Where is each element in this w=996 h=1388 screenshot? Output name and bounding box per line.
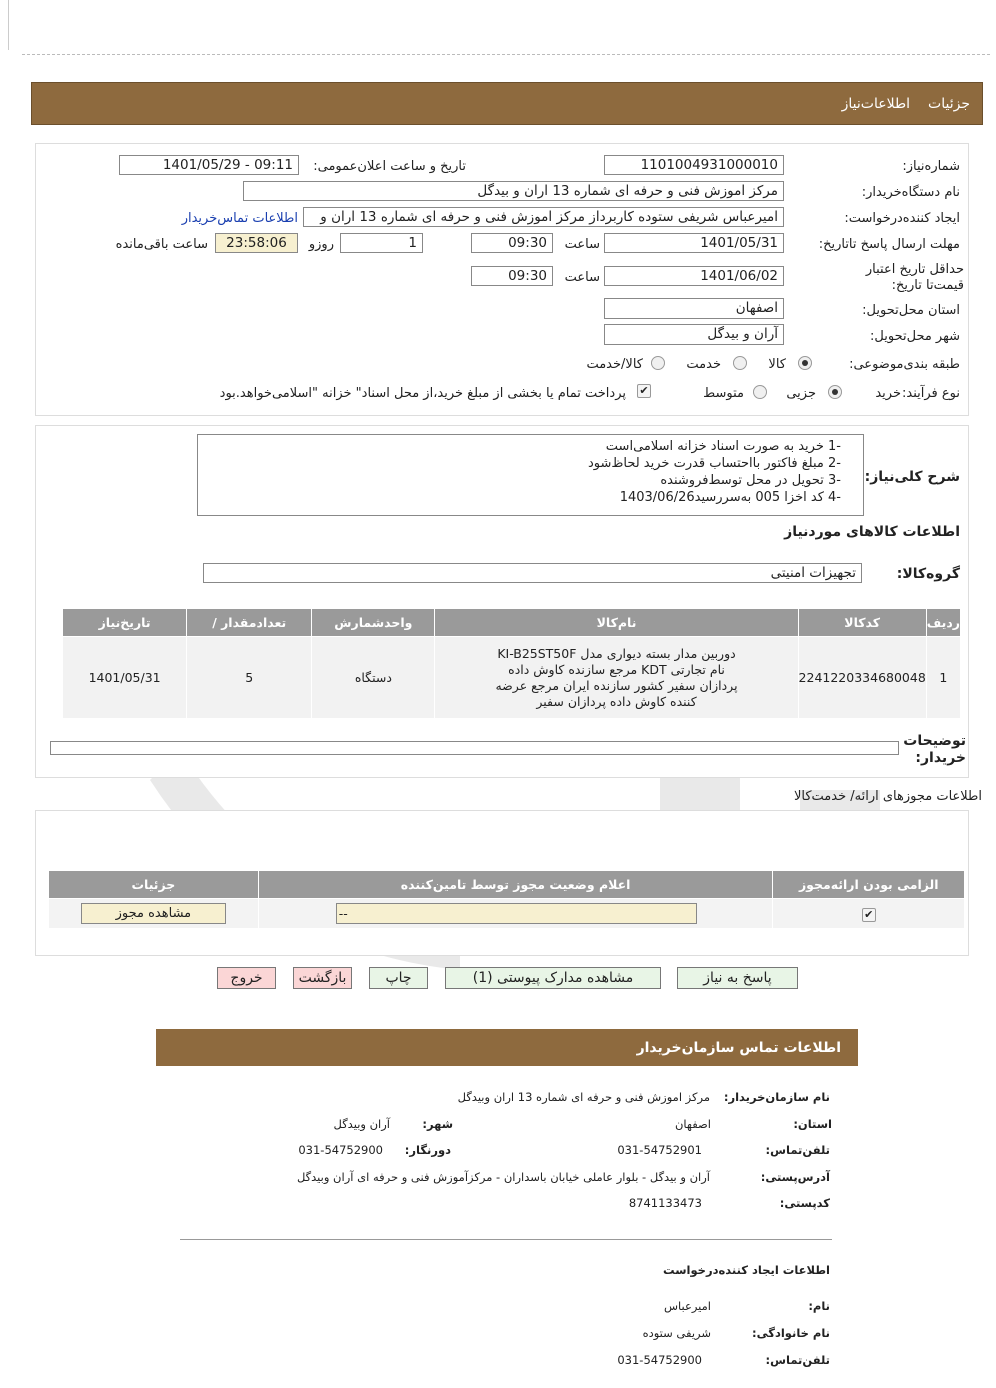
cell-date: 1401/05/31 <box>63 637 187 719</box>
summary-label: شرح کلی‌نیاز: <box>864 469 960 485</box>
validity-time-label: ساعت <box>564 270 600 285</box>
creator-label: ایجاد کننده‌درخواست: <box>844 211 960 226</box>
col-code: کدکالا <box>798 609 926 637</box>
category-both-label: کالا/خدمت <box>586 357 643 372</box>
buyer-org-field: مرکز اموزش فنی و حرفه ای شماره 13 اران و بیدگل <box>243 181 784 201</box>
summary-line-1: -1 خرید به صورت اسناد خزانه اسلامی‌است <box>605 439 841 454</box>
remaining-time: 23:58:06 <box>215 233 298 253</box>
process-buy-label: خرید <box>875 386 901 401</box>
left-divider <box>8 0 9 50</box>
days-field: 1 <box>340 233 423 253</box>
col-name: نام‌کالا <box>435 609 798 637</box>
contact-title: اطلاعات تماس سازمان‌خریدار <box>636 1040 841 1056</box>
col-permit-status: اعلام وضعیت مجوز توسط تامین‌کننده <box>258 871 773 899</box>
buyer-org-label: نام دستگاه‌خریدار: <box>861 185 960 200</box>
creator-info-title: اطلاعات ایجاد کننده‌درخواست <box>663 1263 830 1277</box>
remaining-label: ساعت باقی‌مانده <box>115 237 208 252</box>
summary-line-2: -2 مبلغ فاکتور بااحتساب قدرت خرید لحاظ‌شود <box>587 456 841 471</box>
print-button[interactable]: چاپ <box>369 967 428 989</box>
tab-need-info[interactable]: اطلاعات‌نیاز <box>841 96 910 112</box>
back-button[interactable]: بازگشت <box>293 967 352 989</box>
goods-section-title: اطلاعات کالاهای موردنیاز <box>784 524 960 540</box>
deadline-label: مهلت ارسال پاسخ تا‌تاریخ: <box>818 237 960 252</box>
contact-province: اصفهان <box>674 1117 711 1131</box>
category-service-radio[interactable] <box>733 356 747 370</box>
exit-button[interactable]: خروج <box>217 967 276 989</box>
contact-header <box>156 1029 858 1066</box>
summary-line-4: -4 کد اخزا 005 به‌سررسید1403/06/26 <box>619 490 841 505</box>
col-unit: واحدشمارش <box>312 609 435 637</box>
contact-fax-label: دورنگار: <box>404 1143 451 1157</box>
col-permit-details: جزئیات <box>49 871 259 899</box>
permit-status-field: -- <box>336 903 697 924</box>
category-goods-label: کالا <box>768 357 786 372</box>
cell-unit: دستگاه <box>312 637 435 719</box>
goods-group-label: گروه‌کالا: <box>896 566 960 582</box>
need-number-field: 1101004931000010 <box>604 155 784 175</box>
col-permit-required: الزامی بودن ارائه‌مجوز <box>773 871 965 899</box>
contact-address: آران و بیدگل - بلوار عاملی خیابان باسداران - مرکزآموزش فنی و حرفه ای آران وبیدگل <box>296 1170 710 1184</box>
view-permit-button[interactable]: مشاهده مجوز <box>81 903 226 924</box>
validity-label: حداقل تاریخ اعتبار قیمت‌تا تاریخ: <box>865 262 964 293</box>
category-both-radio[interactable] <box>651 356 665 370</box>
table-row <box>63 637 961 719</box>
deadline-date-field: 1401/05/31 <box>604 233 784 253</box>
creator-last: شریفی ستوده <box>642 1326 711 1340</box>
validity-date-field: 1401/06/02 <box>604 266 784 286</box>
city-label: شهر محل‌تحویل: <box>870 329 960 344</box>
col-row: ردیف <box>926 609 960 637</box>
summary-line-3: -3 تحویل در محل توسط‌فروشنده <box>660 473 841 488</box>
permits-title: اطلاعات مجوزهای ارائه/ خدمت‌کالا <box>793 789 982 804</box>
tab-details[interactable]: جزئیات <box>928 96 970 112</box>
payment-note: پرداخت تمام یا بخشی از مبلغ خرید،از محل اسناد" خزانه "اسلامی‌خواهد.بود <box>219 386 626 401</box>
deadline-time-field: 09:30 <box>471 233 553 253</box>
contact-province-label: استان: <box>793 1117 832 1131</box>
goods-table <box>62 608 961 719</box>
creator-first-label: نام: <box>808 1299 830 1313</box>
buyer-notes-field <box>50 741 899 755</box>
contact-org-label: نام سازمان‌خریدار: <box>723 1090 830 1104</box>
reply-button[interactable]: پاسخ به نیاز <box>677 967 798 989</box>
contact-address-label: آدرس‌پستی: <box>760 1170 830 1184</box>
process-partial-label: جزیی <box>786 386 816 401</box>
contact-postal: 8741133473 <box>628 1196 702 1210</box>
top-divider <box>22 54 990 55</box>
payment-checkbox[interactable]: ✔ <box>637 384 651 398</box>
creator-phone: 031-54752900 <box>617 1353 702 1367</box>
days-label: روزو <box>308 237 334 252</box>
contact-city-label: شهر: <box>422 1117 453 1131</box>
contact-divider <box>180 1239 832 1240</box>
cell-qty: 5 <box>187 637 312 719</box>
col-qty: تعدادمقدار / <box>187 609 312 637</box>
cell-name: دوربین مدار بسته دیواری مدل KI-B25ST50F نام تجارتی KDT مرجع سازنده کاوش داده پردازان سفیر کشور سازنده ایران مرجع عرضه کننده کاوش داده پردازان سفیر <box>435 637 798 719</box>
contact-phone-label: تلفن‌تماس: <box>765 1143 830 1157</box>
announce-label: تاریخ و ساعت اعلان‌عمومی: <box>313 159 466 174</box>
province-label: استان محل‌تحویل: <box>862 303 960 318</box>
permit-required-checkbox[interactable]: ✔ <box>862 908 876 922</box>
cell-code: 2241220334680048 <box>798 637 926 719</box>
contact-org: مرکز اموزش فنی و حرفه ای شماره 13 اران وبیدگل <box>457 1090 710 1104</box>
creator-phone-label: تلفن‌تماس: <box>765 1353 830 1367</box>
cell-row: 1 <box>926 637 960 719</box>
validity-time-field: 09:30 <box>471 266 553 286</box>
buyer-contact-link[interactable]: اطلاعات تماس‌خریدار <box>181 211 298 226</box>
process-medium-radio[interactable] <box>753 385 767 399</box>
permits-table <box>48 870 965 929</box>
process-medium-label: متوسط <box>703 386 744 401</box>
city-field: آران و بیدگل <box>604 324 784 345</box>
province-field: اصفهان <box>604 298 784 319</box>
process-label: نوع فرآیند: <box>902 386 960 401</box>
page-header <box>31 82 983 125</box>
category-label: طبقه بندی‌موضوعی: <box>849 357 960 372</box>
process-partial-radio[interactable] <box>828 385 842 399</box>
creator-first: امیرعباس <box>663 1299 711 1313</box>
need-number-label: شماره‌نیاز: <box>902 159 960 174</box>
announce-field: 1401/05/29 - 09:11 <box>119 155 299 175</box>
contact-fax: 031-54752900 <box>298 1143 383 1157</box>
col-date: تاریخ‌نیاز <box>63 609 187 637</box>
category-goods-radio[interactable] <box>798 356 812 370</box>
category-service-label: خدمت <box>686 357 721 372</box>
table-row <box>49 899 965 929</box>
contact-city: آران وبیدگل <box>333 1117 390 1131</box>
contact-postal-label: کد‌پستی: <box>779 1196 830 1210</box>
creator-field: امیرعباس شریفی ستوده کاربرداز مرکز اموزش فنی و حرفه ای شماره 13 اران و <box>303 207 784 227</box>
goods-group-field: تجهیزات امنیتی <box>203 563 862 583</box>
contact-phone: 031-54752901 <box>617 1143 702 1157</box>
summary-textarea <box>197 434 864 516</box>
buyer-notes-label: توضیحات خریدار: <box>903 733 966 766</box>
attachments-button[interactable]: مشاهده مدارک پیوستی (1) <box>445 967 661 989</box>
deadline-time-label: ساعت <box>564 237 600 252</box>
creator-last-label: نام خانوادگی: <box>752 1326 830 1340</box>
